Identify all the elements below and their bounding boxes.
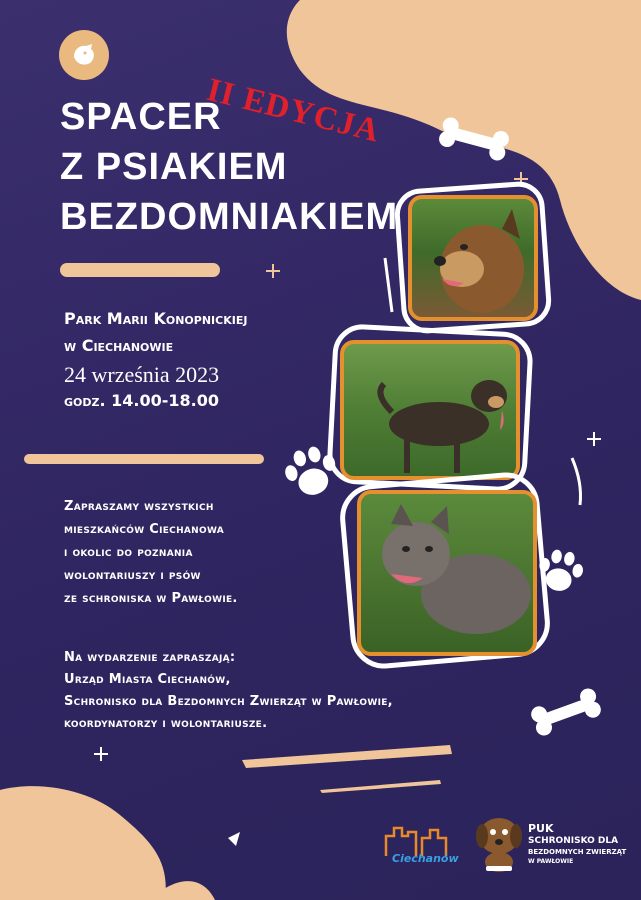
invitation-line-3: i okolic do poznania [64,545,193,560]
shelter-logo-title: PUK [528,822,554,835]
title-line-2: Z PSIAKIEM [60,146,288,188]
organizers-line-1: Na wydarzenie zapraszają: [64,650,236,665]
dog-head-icon [68,39,100,71]
city-logo [382,822,459,872]
invitation-line-5: ze schroniska w Pawłowie. [64,591,238,606]
dog-head-logo [59,30,109,80]
dog-photo-1 [398,185,548,330]
title-line-3: BEZDOMNIAKIEM [60,196,399,238]
sparkle-icon [264,262,282,280]
organizers-line-3: Schronisko dla Bezdomnych Zwierząt w Pawłowie, [64,694,393,709]
event-date: 24 września 2023 [64,362,220,387]
divider-bar-top [60,263,220,277]
venue-line-1: Park Marii Konopnickiej [64,309,248,328]
shelter-logo [474,812,634,882]
edition-label: II EDYCJA [203,72,384,150]
sparkle-icon [585,430,603,448]
shelter-logo-line-1: SCHRONISKO DLA [528,836,619,846]
title-line-1: SPACER [60,96,222,138]
dog-photo-2 [330,328,530,488]
sparkle-icon [92,745,110,763]
city-logo-text: Ciechanów [392,852,459,865]
divider-bar-middle [24,454,264,464]
shelter-logo-line-2: BEZDOMNYCH ZWIERZĄT [528,848,627,856]
invitation-line-4: wolontariuszy i psów [64,568,201,583]
organizers-line-4: koordynatorzy i wolontariusze. [64,716,268,731]
invitation-line-1: Zapraszamy wszystkich [64,499,214,514]
dog-mascot-icon [474,812,524,874]
invitation-line-2: mieszkańców Ciechanowa [64,522,225,537]
shelter-logo-line-3: W PAWŁOWIE [528,858,574,865]
organizers-line-2: Urząd Miasta Ciechanów, [64,672,231,687]
event-time: godz. 14.00-18.00 [64,391,219,410]
dog-photo-3 [345,478,545,663]
venue-line-2: w Ciechanowie [64,336,174,355]
